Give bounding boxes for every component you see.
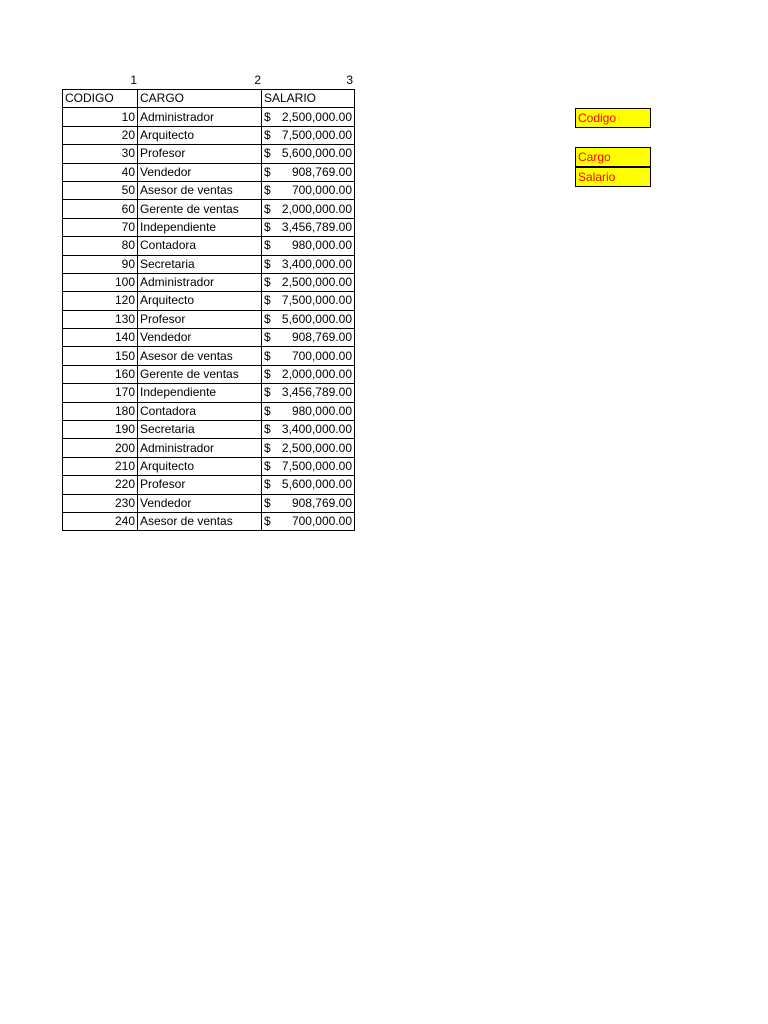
table-row xyxy=(63,310,355,328)
salary-amount: 3,400,000.00 xyxy=(281,256,352,271)
salary-amount: 7,500,000.00 xyxy=(281,127,352,142)
table-row xyxy=(63,457,355,475)
currency-symbol: $ xyxy=(264,440,271,455)
currency-symbol: $ xyxy=(264,348,271,363)
cell-salario[interactable] xyxy=(262,310,355,328)
cell-codigo[interactable]: 210 xyxy=(63,457,138,475)
salary-amount: 5,600,000.00 xyxy=(281,311,352,326)
cell-salario[interactable] xyxy=(262,237,355,255)
cell-salario[interactable] xyxy=(262,457,355,475)
salary-amount: 700,000.00 xyxy=(291,348,352,363)
header-cargo[interactable]: CARGO xyxy=(138,90,262,108)
cell-codigo[interactable]: 190 xyxy=(63,421,138,439)
table-row xyxy=(63,494,355,512)
cell-codigo[interactable]: 90 xyxy=(63,255,138,273)
salary-amount: 2,000,000.00 xyxy=(281,367,352,382)
salary-amount: 3,456,789.00 xyxy=(281,219,352,234)
salary-amount: 7,500,000.00 xyxy=(281,293,352,308)
salary-amount: 700,000.00 xyxy=(291,183,352,198)
cell-salario[interactable] xyxy=(262,126,355,144)
table-row xyxy=(63,402,355,420)
currency-symbol: $ xyxy=(264,311,271,326)
currency-symbol: $ xyxy=(264,330,271,345)
salary-table xyxy=(62,89,355,531)
cell-codigo[interactable]: 30 xyxy=(63,145,138,163)
cell-codigo[interactable]: 10 xyxy=(63,108,138,126)
salary-amount: 2,500,000.00 xyxy=(281,109,352,124)
side-label-salario[interactable]: Salario xyxy=(575,167,651,187)
salary-amount: 908,769.00 xyxy=(291,330,352,345)
currency-symbol: $ xyxy=(264,238,271,253)
currency-symbol: $ xyxy=(264,201,271,216)
side-label-codigo[interactable]: Codigo xyxy=(575,108,651,128)
salary-amount: 908,769.00 xyxy=(291,495,352,510)
header-row xyxy=(63,90,355,108)
salary-amount: 908,769.00 xyxy=(291,164,352,179)
salary-amount: 2,500,000.00 xyxy=(281,440,352,455)
table-row xyxy=(63,292,355,310)
header-codigo[interactable]: CODIGO xyxy=(63,90,138,108)
cell-codigo[interactable]: 160 xyxy=(63,365,138,383)
table-row xyxy=(63,200,355,218)
cell-cargo[interactable]: Vendedor xyxy=(138,163,262,181)
header-salario[interactable]: SALARIO xyxy=(262,90,355,108)
cell-salario[interactable] xyxy=(262,108,355,126)
cell-salario[interactable] xyxy=(262,402,355,420)
currency-symbol: $ xyxy=(264,219,271,234)
cell-codigo[interactable]: 130 xyxy=(63,310,138,328)
table-row xyxy=(63,237,355,255)
cell-salario[interactable] xyxy=(262,181,355,199)
cell-salario[interactable] xyxy=(262,292,355,310)
table-row xyxy=(63,108,355,126)
cell-codigo[interactable]: 230 xyxy=(63,494,138,512)
table-row xyxy=(63,347,355,365)
salary-amount: 980,000.00 xyxy=(291,403,352,418)
cell-cargo[interactable]: Independiente xyxy=(138,384,262,402)
table-row xyxy=(63,439,355,457)
cell-codigo[interactable]: 180 xyxy=(63,402,138,420)
table-row xyxy=(63,476,355,494)
cell-cargo[interactable]: Asesor de ventas xyxy=(138,347,262,365)
cell-codigo[interactable]: 200 xyxy=(63,439,138,457)
cell-cargo[interactable]: Secretaria xyxy=(138,255,262,273)
currency-symbol: $ xyxy=(264,275,271,290)
cell-codigo[interactable]: 20 xyxy=(63,126,138,144)
cell-cargo[interactable]: Independiente xyxy=(138,218,262,236)
cell-salario[interactable] xyxy=(262,365,355,383)
salary-amount: 5,600,000.00 xyxy=(281,146,352,161)
cell-codigo[interactable]: 100 xyxy=(63,273,138,291)
table-row xyxy=(63,145,355,163)
cell-cargo[interactable]: Administrador xyxy=(138,108,262,126)
salary-amount: 700,000.00 xyxy=(291,514,352,529)
cell-salario[interactable] xyxy=(262,439,355,457)
cell-codigo[interactable]: 70 xyxy=(63,218,138,236)
cell-salario[interactable] xyxy=(262,163,355,181)
cell-cargo[interactable]: Contadora xyxy=(138,237,262,255)
cell-cargo[interactable]: Secretaria xyxy=(138,421,262,439)
table-row xyxy=(63,365,355,383)
cell-codigo[interactable]: 170 xyxy=(63,384,138,402)
table-row xyxy=(63,163,355,181)
cell-cargo[interactable]: Profesor xyxy=(138,145,262,163)
cell-salario[interactable] xyxy=(262,255,355,273)
cell-salario[interactable] xyxy=(262,494,355,512)
salary-amount: 3,400,000.00 xyxy=(281,422,352,437)
salary-amount: 7,500,000.00 xyxy=(281,459,352,473)
salary-amount: 5,600,000.00 xyxy=(281,477,352,492)
column-number-2: 2 xyxy=(254,73,261,87)
cell-salario[interactable] xyxy=(262,512,355,530)
cell-codigo[interactable]: 220 xyxy=(63,476,138,494)
cell-cargo[interactable]: Asesor de ventas xyxy=(138,181,262,199)
currency-symbol: $ xyxy=(264,146,271,161)
cell-salario[interactable] xyxy=(262,384,355,402)
currency-symbol: $ xyxy=(264,256,271,271)
cell-salario[interactable] xyxy=(262,200,355,218)
table-row xyxy=(63,218,355,236)
side-label-cargo[interactable]: Cargo xyxy=(575,147,651,167)
currency-symbol: $ xyxy=(264,164,271,179)
salary-amount: 980,000.00 xyxy=(291,238,352,253)
cell-cargo[interactable]: Gerente de ventas xyxy=(138,200,262,218)
salary-amount: 3,456,789.00 xyxy=(281,385,352,400)
cell-salario[interactable] xyxy=(262,476,355,494)
cell-cargo[interactable]: Administrador xyxy=(138,439,262,457)
currency-symbol: $ xyxy=(264,459,271,473)
table-row xyxy=(63,273,355,291)
cell-cargo[interactable]: Contadora xyxy=(138,402,262,420)
cell-codigo[interactable]: 80 xyxy=(63,237,138,255)
table-row xyxy=(63,126,355,144)
cell-cargo[interactable]: Arquitecto xyxy=(138,457,262,475)
cell-cargo[interactable]: Profesor xyxy=(138,310,262,328)
salary-amount: 2,000,000.00 xyxy=(281,201,352,216)
salary-amount: 2,500,000.00 xyxy=(281,275,352,290)
table-row xyxy=(63,255,355,273)
table-row xyxy=(63,329,355,347)
cell-salario[interactable] xyxy=(262,347,355,365)
currency-symbol: $ xyxy=(264,422,271,437)
cell-cargo[interactable]: Gerente de ventas xyxy=(138,365,262,383)
column-number-3: 3 xyxy=(346,73,353,87)
currency-symbol: $ xyxy=(264,293,271,308)
currency-symbol: $ xyxy=(264,127,271,142)
currency-symbol: $ xyxy=(264,514,271,529)
currency-symbol: $ xyxy=(264,183,271,198)
table-row xyxy=(63,181,355,199)
cell-salario[interactable] xyxy=(262,329,355,347)
cell-codigo[interactable]: 50 xyxy=(63,181,138,199)
cell-salario[interactable] xyxy=(262,273,355,291)
cell-codigo[interactable]: 140 xyxy=(63,329,138,347)
cell-salario[interactable] xyxy=(262,218,355,236)
column-number-1: 1 xyxy=(130,73,137,87)
cell-codigo[interactable]: 40 xyxy=(63,163,138,181)
cell-codigo[interactable]: 120 xyxy=(63,292,138,310)
currency-symbol: $ xyxy=(264,385,271,400)
cell-salario[interactable] xyxy=(262,145,355,163)
cell-codigo[interactable]: 150 xyxy=(63,347,138,365)
column-numbers xyxy=(62,71,354,89)
cell-cargo[interactable]: Administrador xyxy=(138,273,262,291)
currency-symbol: $ xyxy=(264,403,271,418)
cell-cargo[interactable]: Arquitecto xyxy=(138,292,262,310)
currency-symbol: $ xyxy=(264,495,271,510)
table-row xyxy=(63,512,355,530)
table-row xyxy=(63,421,355,439)
currency-symbol: $ xyxy=(264,477,271,492)
cell-cargo[interactable]: Profesor xyxy=(138,476,262,494)
currency-symbol: $ xyxy=(264,109,271,124)
table-row xyxy=(63,384,355,402)
cell-salario[interactable] xyxy=(262,421,355,439)
cell-cargo[interactable]: Vendedor xyxy=(138,329,262,347)
cell-codigo[interactable]: 240 xyxy=(63,512,138,530)
cell-cargo[interactable]: Arquitecto xyxy=(138,126,262,144)
cell-cargo[interactable]: Asesor de ventas xyxy=(138,512,262,530)
cell-codigo[interactable]: 60 xyxy=(63,200,138,218)
cell-cargo[interactable]: Vendedor xyxy=(138,494,262,512)
currency-symbol: $ xyxy=(264,367,271,382)
